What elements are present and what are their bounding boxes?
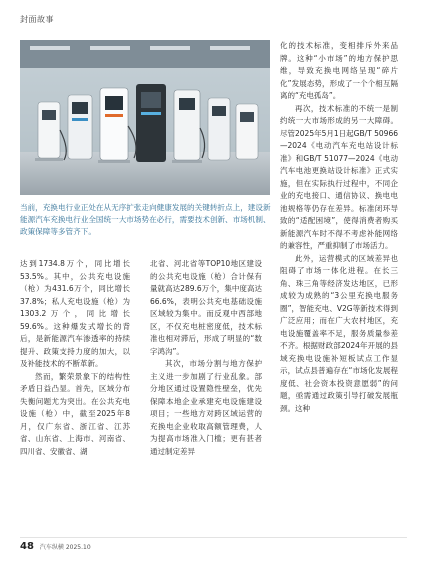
charging-stations-illustration bbox=[20, 40, 270, 195]
paragraph: 再次，技术标准的不统一是制约统一大市场形成的另一大障碍。尽管2025年5月1日起GB/T 50966—2024《电动汽车充电站设计标准》和GB/T 51077—2024《电动汽车电池更换站设计标准》正式实施，但在实际执行过程中，不同企业的充电接口、通信协议、换电电池规格等仍存在差异。标准闭环导致的“适配困境”，使得消费者购买新能源汽车时不得不考虑补能网络的兼容性，严重抑制了市场活力。 bbox=[280, 103, 398, 250]
paragraph: 此外，运营模式的区域差异也阻碍了市场一体化进程。在长三角、珠三角等经济发达地区，已形成较为成熟的“3公里充换电服务圈”，智能充电、V2G等新技术得到广泛应用；而在广大农村地区，充电设施覆盖率不足，服务质量参差不齐。根据财政部2024年开展的县域充换电设施补短板试点工作显示，试点县普遍存在“市场化发展程度低、社会资本投资意愿弱”的问题，亟需通过政策引导打破发展瓶颈。这种 bbox=[280, 253, 398, 413]
page-footer bbox=[20, 541, 91, 552]
section-label: 封面故事 bbox=[20, 15, 54, 24]
page-number: 48 bbox=[20, 541, 34, 552]
paragraph: 化的技术标准，变相排斥外来品牌。这种“小市场”的地方保护思维，导致充换电网络呈现“碎片化”发展态势，形成了一个个相互隔离的“充电孤岛”。 bbox=[280, 41, 398, 100]
paragraph: 达到1734.8万个，同比增长53.5%。其中，公共充电设施（枪）为431.6万个，同比增长37.8%；私人充电设施（枪）为1303.2万个，同比增长59.6%。这种爆发式增长的背后，是新能源汽车渗透率的持续提升、政策支持力度的加大，以及补能技术的不断革新。 bbox=[20, 259, 130, 368]
magazine-issue: 汽车纵横 2025.10 bbox=[39, 544, 91, 551]
paragraph: 然而，繁荣景象下的结构性矛盾日益凸显。首先，区域分布失衡问题尤为突出。在公共充电设施（枪）中，截至2025年8月，仅广东省、浙江省、江苏省、山东省、上海市、河南省、四川省、安徽省、湖 bbox=[20, 371, 130, 456]
text-column-1 bbox=[20, 258, 130, 458]
photo-caption: 当前，充换电行业正处在从无序扩张走向健康发展的关键转折点上，建设新能源汽车充换电行业全国统一大市场势在必行，需要技术创新、市场机制、政策保障等多管齐下。 bbox=[20, 203, 271, 236]
footer-divider bbox=[20, 537, 407, 538]
cover-photo bbox=[20, 40, 270, 195]
text-column-3 bbox=[280, 40, 398, 415]
paragraph: 北省、河北省等TOP10地区建设的公共充电设施（枪）合计保有量就高达289.6万个，集中度高达66.6%，表明公共充电基础设施区域较为集中。而反观中西部地区，不仅充电桩密度低，技术标准也相对滞后，形成了明显的“数字鸿沟”。 bbox=[150, 259, 262, 356]
text-column-2 bbox=[150, 258, 262, 458]
paragraph: 其次，市场分割与地方保护主义进一步加剧了行业乱象。部分地区通过设置隐性壁垒，优先保障本地企业承建充电设施建设项目；一些地方对跨区域运营的充换电企业收取高额管理费，人为提高市场准入门槛；更有甚者通过制定差异 bbox=[150, 359, 262, 456]
